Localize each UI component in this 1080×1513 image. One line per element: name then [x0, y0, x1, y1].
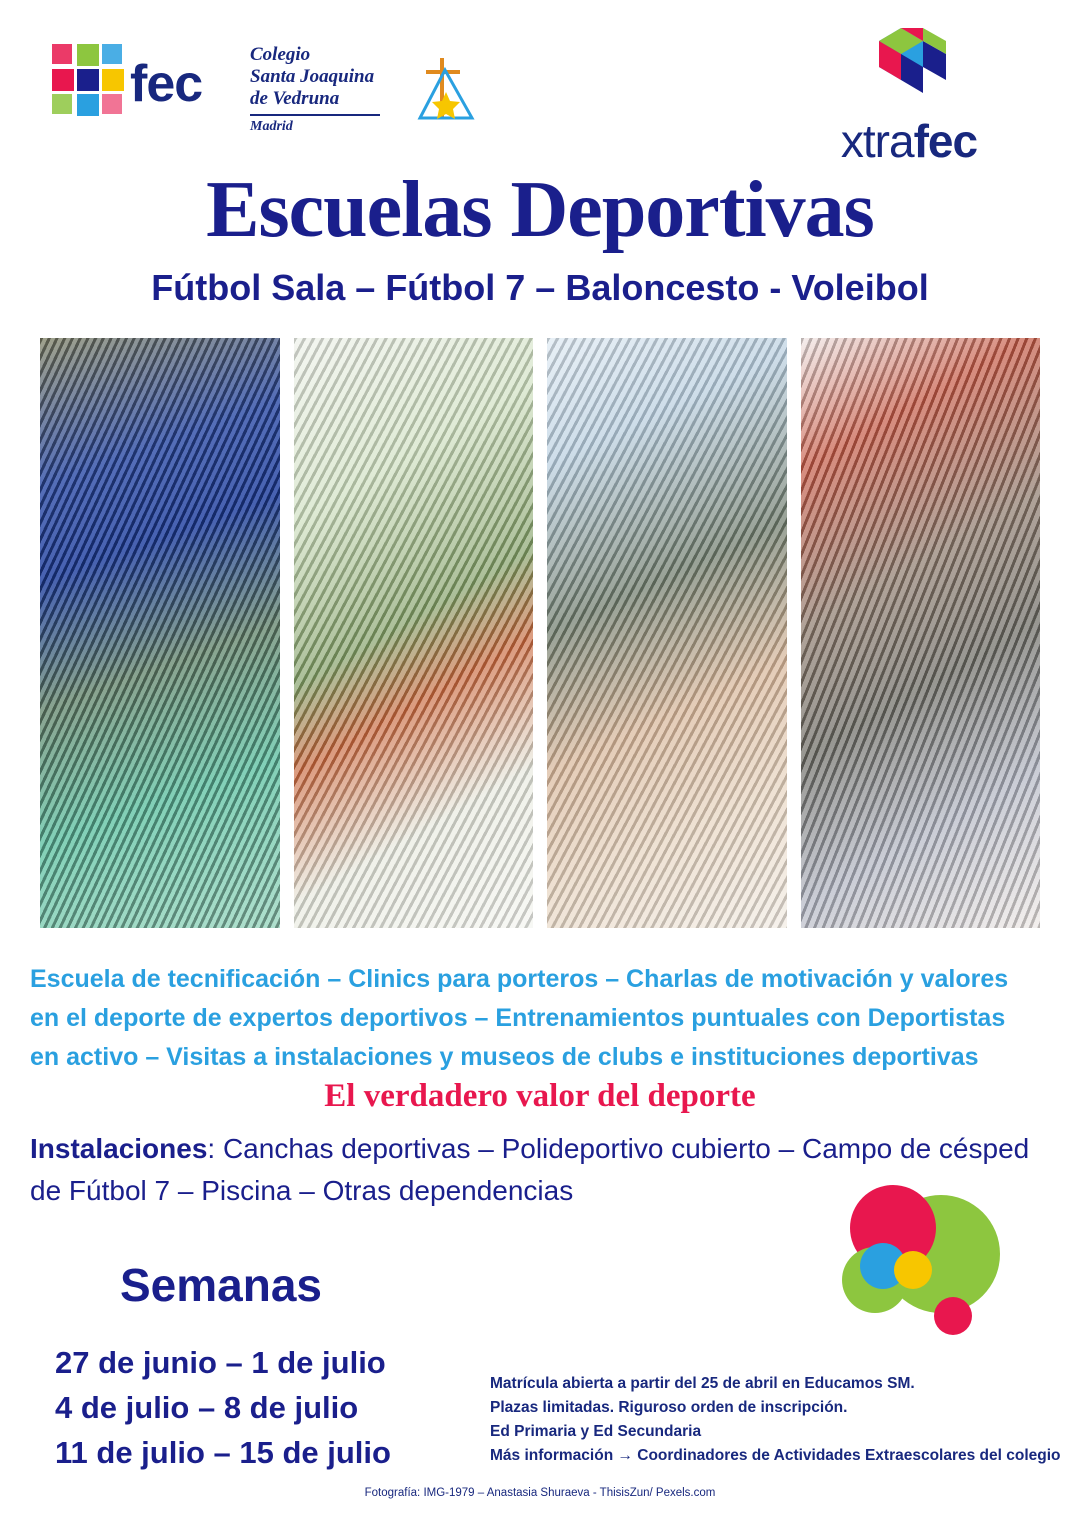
slogan: El verdadero valor del deporte — [324, 1078, 756, 1114]
fec-cross-icon — [52, 44, 124, 116]
lead-text — [30, 960, 1050, 1077]
lead-line-2: en el deporte de expertos deportivos – Entrenamientos puntuales con Deportistas — [30, 1004, 1006, 1032]
week-item: 27 de junio – 1 de julio — [55, 1345, 386, 1380]
photo-voleibol — [547, 338, 787, 928]
weeks-title: Semanas — [120, 1259, 323, 1311]
xtrafec-logo — [794, 28, 1024, 167]
balls-graphic-icon — [842, 1185, 1032, 1345]
photo-futbol-7 — [294, 338, 534, 928]
colegio-line-2: Santa Joaquina — [250, 66, 375, 87]
enrollment-info — [490, 1372, 1070, 1468]
page-subtitle: Fútbol Sala – Fútbol 7 – Baloncesto - Voleibol — [151, 267, 929, 308]
facilities-body: : Canchas deportivas – Polideportivo cubierto – Campo de césped de Fútbol 7 – Piscina – Otras dependencias — [30, 1133, 1030, 1206]
photo-credit: Fotografía: IMG-1979 – Anastasia Shuraeva - ThisisZun/ Pexels.com — [364, 1487, 716, 1499]
vedruna-star-icon — [412, 52, 482, 124]
facilities-label: Instalaciones — [30, 1133, 208, 1164]
colegio-name — [250, 44, 400, 135]
lead-line-3: en activo – Visitas a instalaciones y museos de clubs e instituciones deportivas — [30, 1043, 979, 1071]
page-title: Escuelas Deportivas — [206, 166, 874, 254]
colegio-line-3: de Vedruna — [250, 88, 340, 109]
xtrafec-word-bold: fec — [913, 115, 978, 167]
photo-strip — [40, 338, 1040, 928]
info-line-4: Más información → Coordinadores de Actividades Extraescolares del colegio — [490, 1447, 1061, 1464]
photo-futbol-sala — [40, 338, 280, 928]
fec-logo — [52, 40, 222, 120]
xtrafec-wordmark — [794, 114, 1024, 168]
fec-wordmark: fec — [130, 55, 203, 113]
colegio-line-1: Colegio — [250, 44, 311, 65]
info-line-1: Matrícula abierta a partir del 25 de abril en Educamos SM. — [490, 1375, 915, 1392]
colegio-city: Madrid — [250, 119, 293, 134]
photo-baloncesto — [801, 338, 1041, 928]
week-item: 11 de julio – 15 de julio — [55, 1435, 391, 1470]
poster-header — [0, 0, 1080, 165]
xtrafec-hex-icon — [856, 28, 946, 106]
xtrafec-word-light: xtra — [840, 115, 914, 167]
week-item: 4 de julio – 8 de julio — [55, 1390, 359, 1425]
info-line-3: Ed Primaria y Ed Secundaria — [490, 1423, 702, 1440]
info-line-2: Plazas limitadas. Riguroso orden de inscripción. — [490, 1399, 848, 1416]
weeks-list — [55, 1340, 485, 1475]
divider — [250, 114, 380, 116]
lead-line-1: Escuela de tecnificación – Clinics para porteros – Charlas de motivación y valores — [30, 965, 1009, 993]
